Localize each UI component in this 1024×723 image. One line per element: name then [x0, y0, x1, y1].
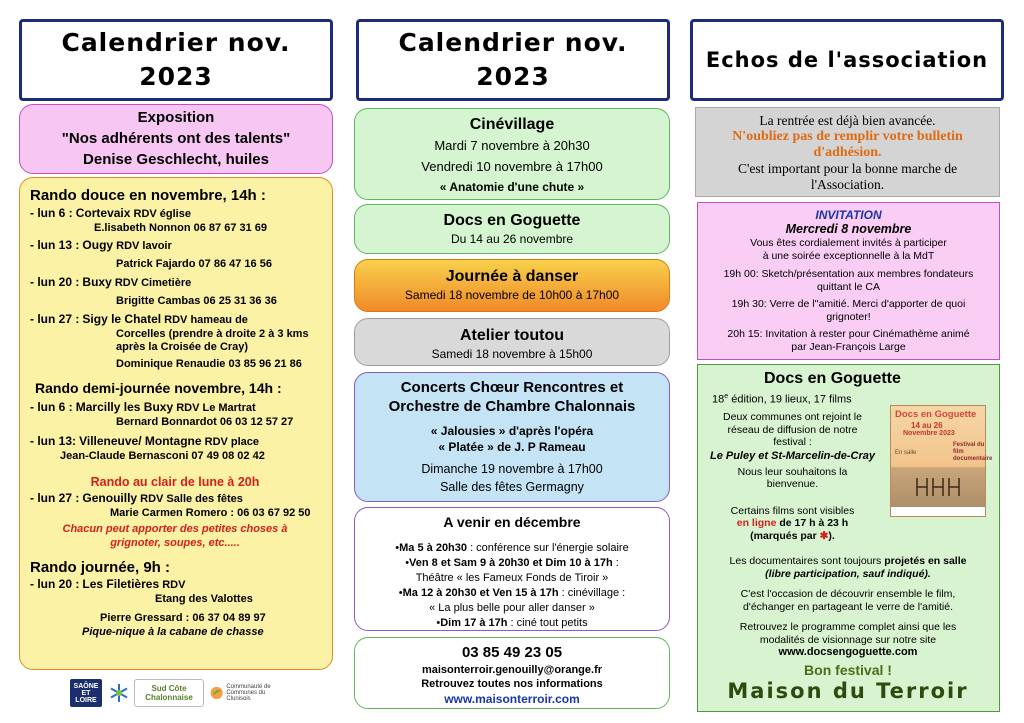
docs-festival-edition: 18e édition, 19 lieux, 17 films — [712, 393, 852, 406]
rentree-line-4: l'Association. — [810, 177, 885, 192]
docs-festival-website-link[interactable]: www.docsengoguette.com — [778, 646, 918, 658]
atelier-toutou-date: Samedi 18 novembre à 15h00 — [431, 347, 593, 361]
docs-festival-communes: Le Puley et St-Marcelin-de-Cray — [709, 449, 876, 462]
invitation-programme-3: 20h 15: Invitation à rester pour Cinémathème animé — [727, 328, 970, 340]
docs-festival-wish: Bon festival ! — [804, 661, 892, 678]
concerts-date: Dimanche 19 novembre à 17h00 — [421, 462, 603, 476]
contact-info: Retrouvez toutes nos informations — [421, 678, 603, 690]
left-title-line-1: Calendrier nov. — [61, 28, 291, 57]
festival-poster — [890, 405, 993, 517]
cinevillage-date-2: Vendredi 10 novembre à 17h00 — [421, 159, 603, 174]
rando-douce-item-4: - lun 27 : Sigy le Chatel RDV hameau de Corcelles (prendre à droite 2 à 3 kms après la Croisée de Cray) Dominique Renaudie 03 85 96 21 86 — [30, 312, 309, 370]
rando-douce-item-3: - lun 20 : Buxy RDV Cimetière Brigitte Cambas 06 25 31 36 36 — [30, 275, 277, 307]
invitation-box — [697, 202, 1000, 360]
invitation-heading: INVITATION — [815, 208, 882, 222]
contact-box — [354, 637, 670, 709]
poster-footer — [891, 507, 985, 516]
docs-festival-box — [697, 364, 1000, 712]
concerts-work-1: « Jalousies » d'après l'opéra — [430, 424, 594, 438]
maison-du-terroir-signature: Maison du Terroir — [727, 678, 969, 703]
journee-danser-box — [354, 259, 670, 312]
echos-title: Echos de l'association — [705, 48, 989, 72]
invitation-programme-2b: grignoter! — [826, 310, 871, 323]
invitation-date: Mercredi 8 novembre — [785, 222, 912, 236]
concerts-work-2: « Platée » de J. P Rameau — [438, 440, 586, 454]
chairs-icon — [911, 472, 967, 502]
middle-title-line-2: 2023 — [476, 62, 550, 91]
rando-journee-item: - lun 20 : Les Filetières RDV Etang des Valottes Pierre Gressard : 06 37 04 89 97 Pique-nique à la cabane de chasse — [30, 577, 266, 638]
decembre-box — [354, 507, 670, 631]
docs-festival-projected: Les documentaires sont toujours projetés en salle — [729, 555, 967, 567]
exposition-artist: Denise Geschlecht, huiles — [83, 151, 269, 168]
cinevillage-heading: Cinévillage — [469, 116, 555, 133]
rando-box — [19, 177, 333, 670]
docs-festival-details: Les documentaires sont toujours projetés en salle (libre participation, sauf indiqué). C'est l'occasion de découvrir ensemble le film, d'échanger en partageant le verre de l'amitié. Retrouvez le programme complet ainsi que les modalités de visionnage sur notre site www.docsengoguette.com Bon festival ! Maison du Terroir — [698, 555, 998, 703]
decembre-item-2-detail: Théâtre « les Fameux Fonds de Tiroir » — [415, 572, 609, 584]
docs-goguette-box — [354, 204, 670, 254]
cinevillage-date-1: Mardi 7 novembre à 20h30 — [434, 138, 590, 153]
exposition-heading: Exposition — [137, 109, 215, 126]
rando-douce-heading: Rando douce en novembre, 14h : — [30, 187, 266, 204]
poster-dates: 14 au 26 — [911, 421, 943, 430]
docs-goguette-dates: Du 14 au 26 novembre — [450, 232, 574, 246]
concerts-box — [354, 372, 670, 502]
docs-festival-online-1: Certains films sont visibles — [730, 504, 855, 517]
concerts-venue: Salle des fêtes Germagny — [440, 480, 584, 494]
journee-danser-heading: Journée à danser — [445, 268, 579, 285]
poster-title: Docs en Goguette — [895, 409, 977, 420]
docs-goguette-heading: Docs en Goguette — [443, 212, 581, 229]
journee-danser-date: Samedi 18 novembre de 10h00 à 17h00 — [404, 288, 620, 302]
rando-lune-heading: Rando au clair de lune à 20h — [90, 475, 260, 489]
rentree-line-3: C'est important pour la bonne marche de — [737, 161, 958, 176]
cinevillage-film: « Anatomie d'une chute » — [439, 180, 585, 194]
invitation-programme-1b: quittant le CA — [816, 280, 881, 293]
rentree-reminder-1: N'oubliez pas de remplir votre bulletin — [732, 129, 963, 144]
decembre-item-2: • Ven 8 et Sam 9 à 20h30 et Dim 10 à 17h : — [355, 556, 669, 571]
contact-phone: 03 85 49 23 05 — [461, 644, 563, 661]
poster-entree: En salle — [895, 450, 917, 456]
concerts-heading-1: Concerts Chœur Rencontres et — [400, 379, 624, 396]
invitation-programme-2: 19h 30: Verre de l''amitié. Merci d'apporter de quoi — [731, 298, 966, 310]
rando-demi-heading: Rando demi-journée novembre, 14h : — [35, 380, 282, 396]
rando-demi-item-2: - lun 13: Villeneuve/ Montagne RDV place Jean-Claude Bernasconi 07 49 08 02 42 — [30, 434, 265, 462]
star-icon: ✱ — [819, 529, 829, 542]
rando-demi-item-1: - lun 6 : Marcilly les Buxy RDV Le Martrat Bernard Bonnardot 06 03 12 57 27 — [30, 400, 294, 428]
rentree-reminder-2: d'adhésion. — [813, 145, 882, 160]
rando-lune-item: - lun 27 : Genouilly RDV Salle des fêtes Marie Carmen Romero : 06 03 67 92 50 Chacun peut apporter des petites choses à grignoter, soupes, etc..... — [30, 491, 311, 549]
decembre-item-1: • Ma 5 à 20h30 : conférence sur l'énergie solaire — [355, 541, 669, 556]
sud-cote-chalonnaise-logo: Sud Côte Chalonnaise — [134, 679, 204, 707]
left-title-box — [19, 19, 333, 101]
saone-et-loire-logo: SAÔNE ET LOIRE — [70, 679, 102, 707]
left-title-line-2: 2023 — [139, 62, 213, 91]
atelier-toutou-heading: Atelier toutou — [460, 327, 564, 344]
concerts-heading-2: Orchestre de Chambre Chalonnais — [388, 398, 636, 415]
rando-journee-heading: Rando journée, 9h : — [30, 559, 171, 576]
invitation-intro-2: à une soirée exceptionnelle à la MdT — [762, 249, 935, 262]
decembre-item-3-detail: « La plus belle pour aller danser » — [429, 602, 595, 614]
middle-title-box — [356, 19, 670, 101]
contact-email[interactable]: maisonterroir.genouilly@orange.fr — [421, 664, 603, 676]
communaute-communes-logo: Communauté de Communes du Clunisois — [210, 679, 288, 707]
leaf-logo-icon — [210, 681, 223, 705]
docs-festival-heading: Docs en Goguette — [764, 370, 901, 387]
rentree-box — [695, 107, 1000, 197]
atelier-toutou-box — [354, 318, 670, 366]
rando-douce-item-1: - lun 6 : Cortevaix RDV église E.lisabeth Nonnon 06 87 67 31 69 — [30, 206, 268, 234]
docs-festival-online-3: (marqués par ✱). — [750, 529, 835, 542]
decembre-item-3: • Ma 12 à 20h30 et Ven 15 à 17h : cinévillage : — [355, 586, 669, 601]
invitation-programme-1: 19h 00: Sketch/présentation aux membres fondateurs — [723, 268, 974, 280]
invitation-intro-1: Vous êtes cordialement invités à participer — [750, 237, 947, 249]
decembre-item-4: • Dim 17 à 17h : ciné tout petits — [355, 616, 669, 631]
snowflake-logo-icon — [107, 679, 131, 707]
docs-festival-online-2: en ligne de 17 h à 23 h — [736, 517, 849, 529]
invitation-programme-3b: par Jean-François Large — [791, 340, 906, 353]
poster-month: Novembre 2023 — [903, 430, 955, 437]
docs-festival-intro: Deux communes ont rejoint le réseau de diffusion de notre festival : Le Puley et St-Marcelin-de-Cray Nous leur souhaitons la bienvenue. Certains films sont visibles en ligne de 17 h à 23 h (marqués par ✱). — [700, 411, 885, 542]
middle-title-line-1: Calendrier nov. — [398, 28, 628, 57]
rando-douce-item-2: - lun 13 : Ougy RDV lavoir Patrick Fajardo 07 86 47 16 56 — [30, 238, 272, 270]
decembre-heading: A venir en décembre — [443, 514, 581, 530]
right-title-box — [690, 19, 1004, 101]
contact-website-link[interactable]: www.maisonterroir.com — [444, 692, 580, 706]
exposition-title: "Nos adhérents ont des talents" — [61, 130, 291, 147]
rentree-line-1: La rentrée est déjà bien avancée. — [759, 113, 936, 128]
cinevillage-box — [354, 108, 670, 200]
poster-festival: Festival du film documentaire — [953, 442, 993, 462]
exposition-box — [19, 104, 333, 174]
